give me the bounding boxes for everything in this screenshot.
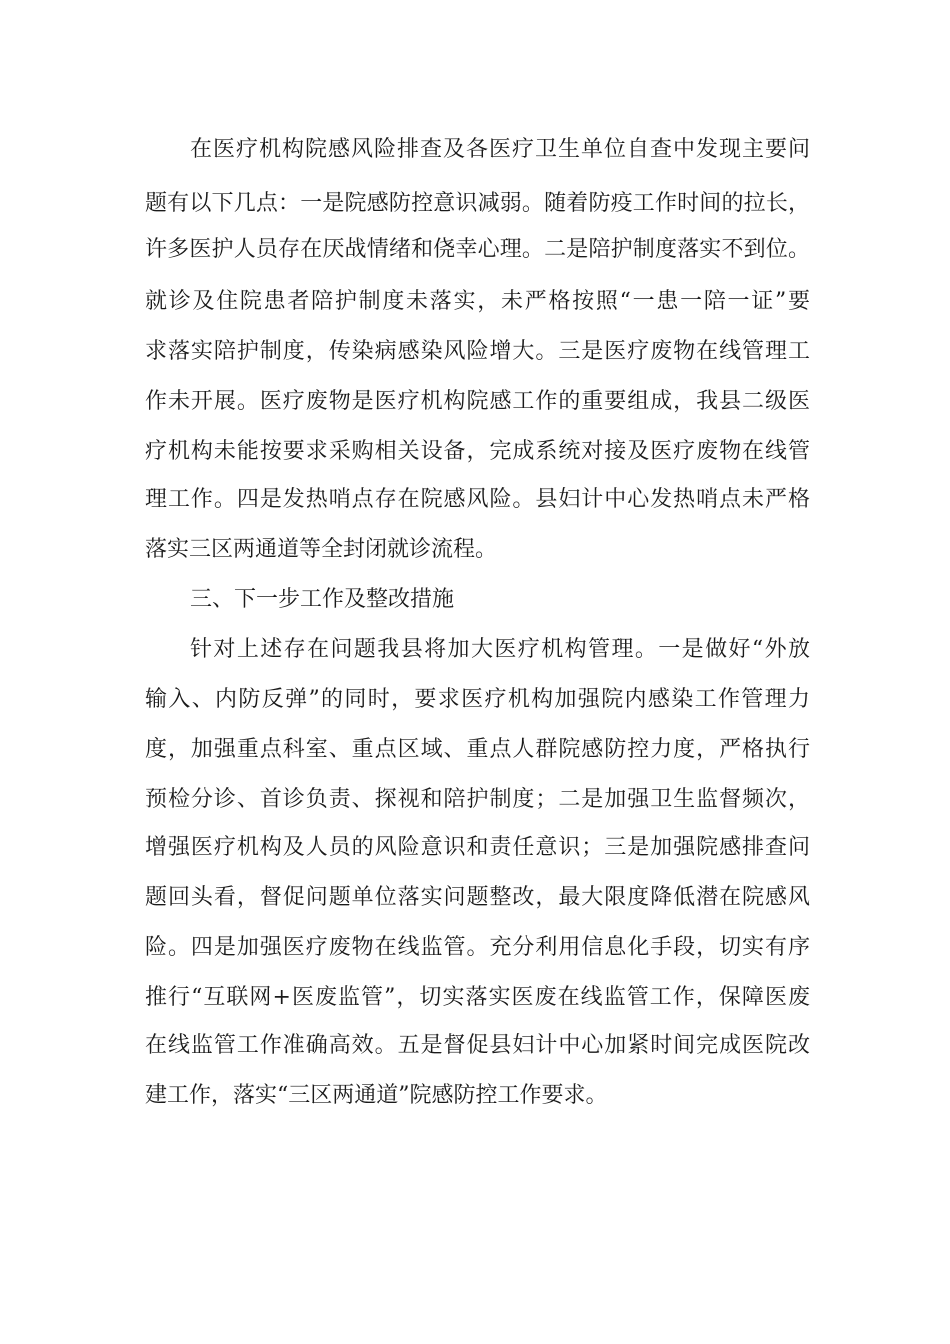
paragraph-2-line-7: 险。四是加强医疗废物在线监管。充分利用信息化手段，切实有序 — [145, 935, 810, 960]
paragraph-1-line-3: 许多医护人员存在厌战情绪和侥幸心理。二是陪护制度落实不到位。 — [145, 237, 810, 262]
paragraph-2-line-10: 建工作，落实“三区两通道”院感防控工作要求。 — [145, 1083, 608, 1108]
paragraph-1-line-4: 就诊及住院患者陪护制度未落实，未严格按照“一患一陪一证”要 — [145, 289, 810, 314]
paragraph-2-line-8: 推行“互联网+医废监管”，切实落实医废在线监管工作，保障医废 — [145, 985, 810, 1010]
paragraph-2-line-1: 针对上述存在问题我县将加大医疗机构管理。一是做好“外放 — [190, 637, 810, 662]
paragraph-2-line-5: 增强医疗机构及人员的风险意识和责任意识；三是加强院感排查问 — [145, 835, 810, 860]
paragraph-1-line-1: 在医疗机构院感风险排查及各医疗卫生单位自查中发现主要问 — [190, 137, 810, 162]
paragraph-1-line-6: 作未开展。医疗废物是医疗机构院感工作的重要组成，我县二级医 — [145, 389, 810, 414]
paragraph-2-line-9: 在线监管工作准确高效。五是督促县妇计中心加紧时间完成医院改 — [145, 1033, 810, 1058]
paragraph-1-line-8: 理工作。四是发热哨点存在院感风险。县妇计中心发热哨点未严格 — [145, 487, 810, 512]
paragraph-1-line-5: 求落实陪护制度，传染病感染风险增大。三是医疗废物在线管理工 — [145, 339, 810, 364]
paragraph-2-line-6: 题回头看，督促问题单位落实问题整改，最大限度降低潜在院感风 — [145, 885, 810, 910]
paragraph-2-line-4: 预检分诊、首诊负责、探视和陪护制度；二是加强卫生监督频次， — [145, 787, 810, 812]
paragraph-2-line-3: 度，加强重点科室、重点区域、重点人群院感防控力度，严格执行 — [145, 737, 810, 762]
paragraph-1-line-7: 疗机构未能按要求采购相关设备，完成系统对接及医疗废物在线管 — [145, 439, 810, 464]
paragraph-1-line-2: 题有以下几点：一是院感防控意识减弱。随着防疫工作时间的拉长， — [145, 191, 810, 216]
paragraph-1-line-9: 落实三区两通道等全封闭就诊流程。 — [145, 537, 498, 562]
section-heading: 三、下一步工作及整改措施 — [190, 587, 455, 612]
paragraph-2-line-2: 输入、内防反弹”的同时，要求医疗机构加强院内感染工作管理力 — [145, 687, 810, 712]
